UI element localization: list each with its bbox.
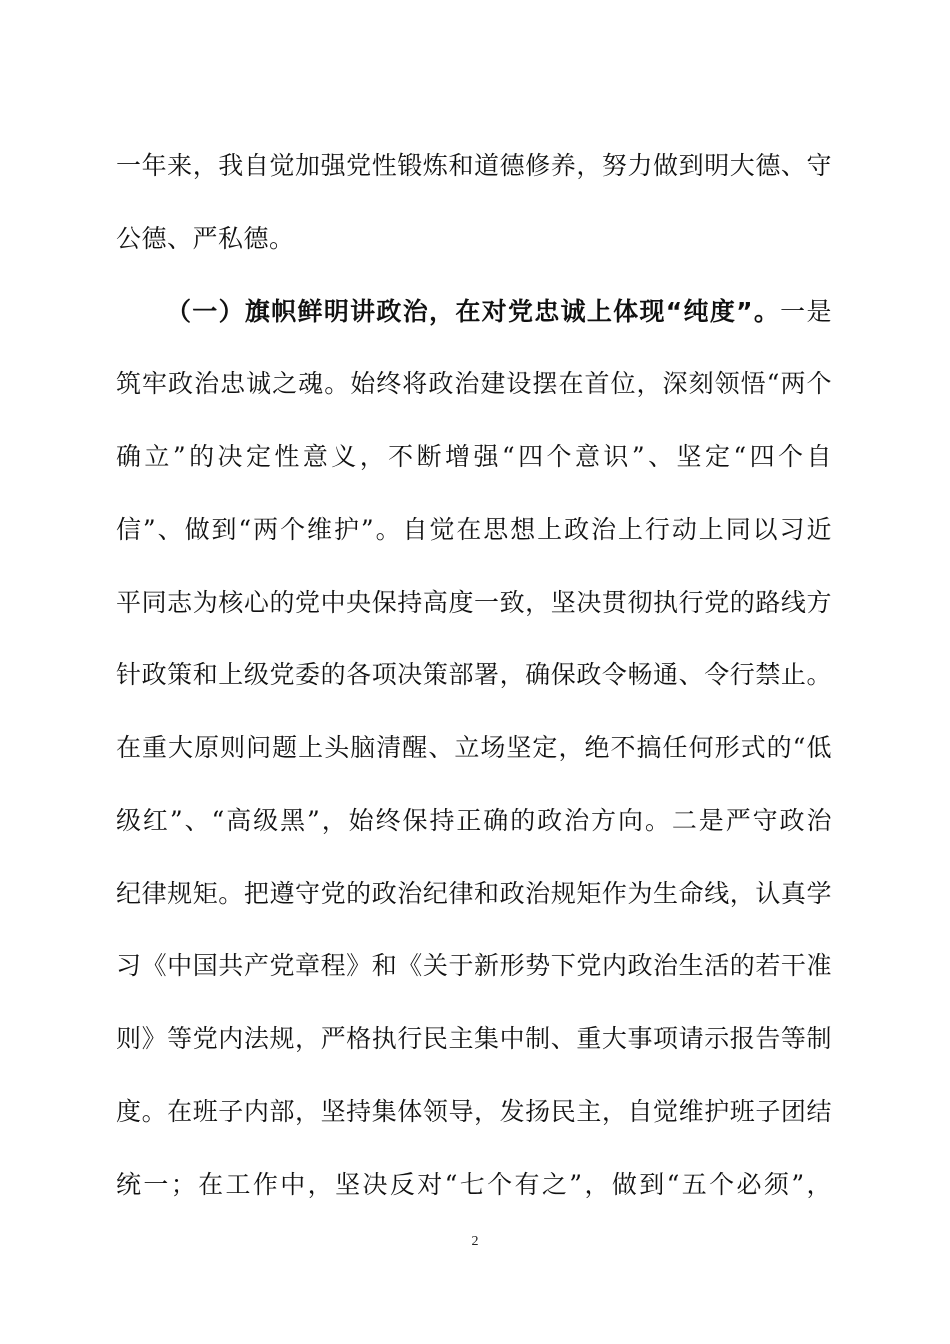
text-line: [116, 718, 832, 791]
section-heading: （一）旗帜鲜明讲政治，在对党忠诚上体现“纯度”。: [166, 296, 781, 326]
line-text: 平同志为核心的党中央保持高度一致，坚决贯彻执行党的路线方: [116, 587, 832, 617]
line-text: 针政策和上级党委的各项决策部署，确保政令畅通、令行禁止。: [116, 660, 832, 690]
line-text: 纪律规矩。把遵守党的政治纪律和政治规矩作为生命线，认真学: [116, 878, 832, 908]
line-text: 公德、严私德。: [116, 223, 295, 253]
text-line: [116, 864, 832, 937]
line-text: 则》等党内法规，严格执行民主集中制、重大事项请示报告等制: [116, 1024, 832, 1053]
text-line: [116, 1155, 832, 1228]
line-text: 级红”、“高级黑”，始终保持正确的政治方向。二是严守政治: [116, 805, 832, 835]
line-text: 度。在班子内部，坚持集体领导，发扬民主，自觉维护班子团结: [116, 1096, 832, 1126]
text-line: [116, 427, 832, 500]
text-line: [116, 1082, 832, 1155]
line-text: 统一；在工作中，坚决反对“七个有之”，做到“五个必须”，: [116, 1169, 832, 1199]
page-number: 2: [471, 1234, 479, 1249]
text-line: [116, 209, 832, 282]
text-line: [116, 573, 832, 646]
line-text: 习《中国共产党章程》和《关于新形势下党内政治生活的若干准: [116, 951, 832, 981]
text-line: [116, 282, 832, 355]
text-line: [116, 791, 832, 864]
text-line: [116, 354, 832, 427]
body-text: [116, 136, 832, 1227]
text-line: [116, 500, 832, 573]
line-text: 在重大原则问题上头脑清醒、立场坚定，绝不搞任何形式的“低: [116, 733, 832, 762]
line-text: 一是: [780, 296, 832, 326]
line-text: 确立”的决定性意义，不断增强“四个意识”、坚定“四个自: [116, 442, 832, 471]
text-line: [116, 936, 832, 1009]
line-text: 一年来，我自觉加强党性锻炼和道德修养，努力做到明大德、守: [116, 151, 832, 180]
line-text: 筑牢政治忠诚之魂。始终将政治建设摆在首位，深刻领悟“两个: [116, 369, 832, 399]
text-line: [116, 136, 832, 209]
line-text: 信”、做到“两个维护”。自觉在思想上政治上行动上同以习近: [116, 514, 832, 544]
text-line: [116, 645, 832, 718]
text-line: [116, 1009, 832, 1082]
